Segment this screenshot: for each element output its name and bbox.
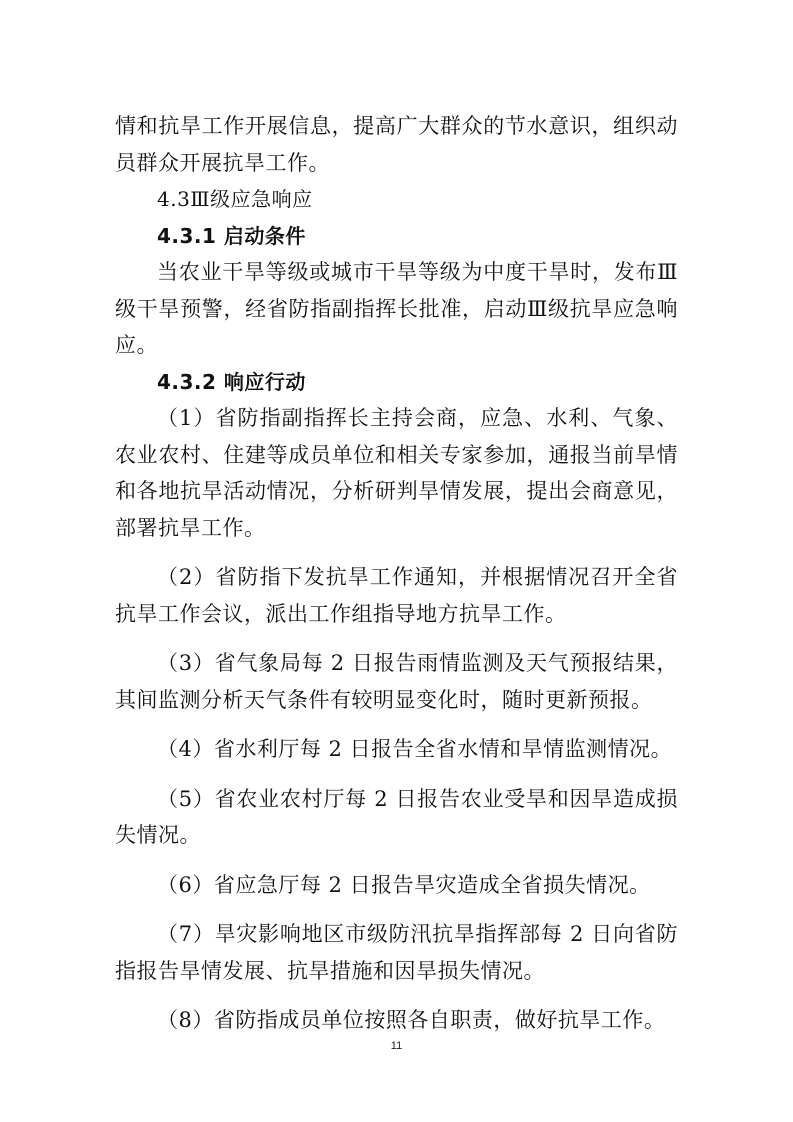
continuation-paragraph: 情和抗旱工作开展信息，提高广大群众的节水意识，组织动员群众开展抗旱工作。 bbox=[115, 114, 678, 175]
section-heading-4-3: 4.3Ⅲ级应急响应 bbox=[157, 187, 313, 211]
document-body bbox=[115, 108, 678, 1039]
paragraph-start-conditions: 当农业干旱等级或城市干旱等级为中度干旱时，发布Ⅲ级干旱预警，经省防指副指挥长批准，启动Ⅲ级抗旱应急响应。 bbox=[115, 260, 678, 357]
paragraph-item-3: （3）省气象局每 2 日报告雨情监测及天气预报结果，其间监测分析天气条件有较明显变化时，随时更新预报。 bbox=[115, 651, 678, 712]
paragraph-item-7: （7）旱灾影响地区市级防汛抗旱指挥部每 2 日向省防指报告旱情发展、抗旱措施和因旱损失情况。 bbox=[115, 922, 678, 983]
paragraph-item-8: （8）省防指成员单位按照各自职责，做好抗旱工作。 bbox=[157, 1008, 666, 1032]
page-number: 11 bbox=[390, 1040, 403, 1052]
paragraph-item-2: （2）省防指下发抗旱工作通知，并根据情况召开全省抗旱工作会议，派出工作组指导地方抗旱工作。 bbox=[115, 565, 678, 626]
paragraph-item-5: （5）省农业农村厅每 2 日报告农业受旱和因旱造成损失情况。 bbox=[115, 786, 678, 847]
section-heading-4-3-1: 4.3.1 启动条件 bbox=[157, 223, 306, 248]
paragraph-item-1: （1）省防指副指挥长主持会商，应急、水利、气象、农业农村、住建等成员单位和相关专家参加，通报当前旱情和各地抗旱活动情况，分析研判旱情发展，提出会商意见，部署抗旱工作。 bbox=[115, 406, 678, 540]
section-heading-4-3-2: 4.3.2 响应行动 bbox=[157, 369, 306, 394]
paragraph-item-4: （4）省水利厅每 2 日报告全省水情和旱情监测情况。 bbox=[157, 737, 673, 761]
paragraph-item-6: （6）省应急厅每 2 日报告旱灾造成全省损失情况。 bbox=[157, 872, 651, 897]
